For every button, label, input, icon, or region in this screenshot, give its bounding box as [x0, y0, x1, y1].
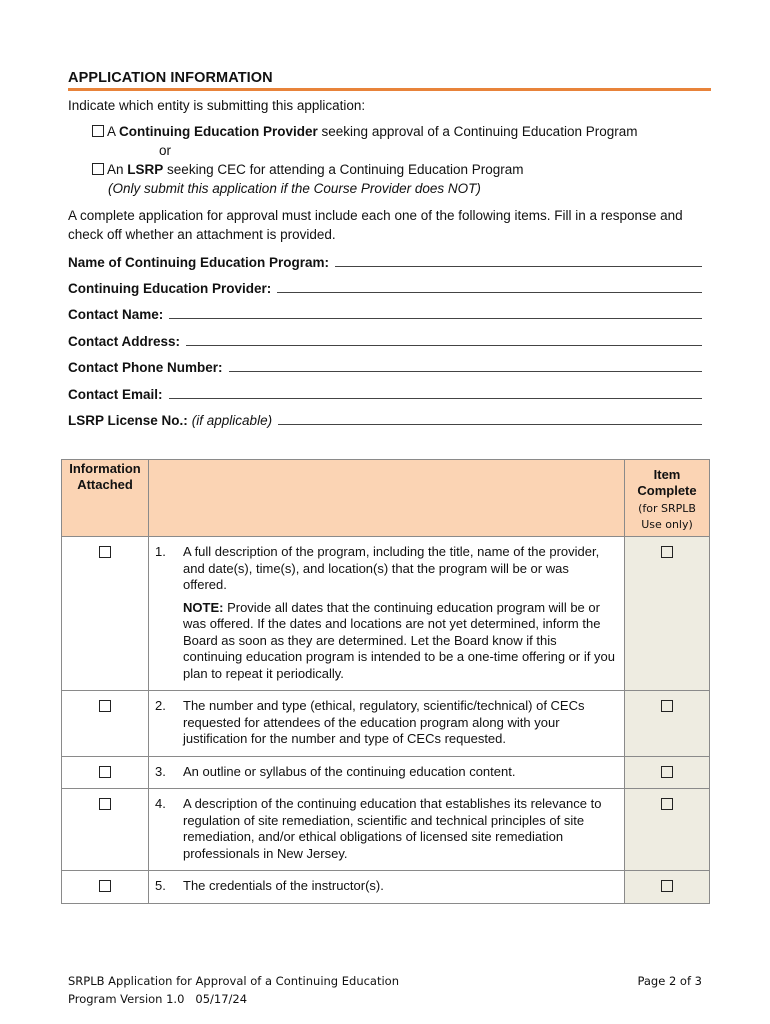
table-row: 1. A full description of the program, including the title, name of the provider, and date(s), time(s), and location(s) that the program will be or was offered. NOTE: Provide all dates that the continuing education program will be or was offered. If the dates and locations are not yet determined, inform the Board as soon as they are determined. Let the Board know if this continuing education program is intended to be a one-time offering or if you plan to repeat it periodically. — [62, 537, 710, 691]
option-provider: A Continuing Education Provider seeking approval of a Continuing Education Program — [92, 123, 637, 141]
item-2-text: The number and type (ethical, regulatory, scientific/technical) of CECs requested for attendees of the education program along with your justification for the number and type of CECs requested. — [183, 698, 585, 746]
table-row: 3. An outline or syllabus of the continuing education content. — [62, 756, 710, 789]
or-text: or — [159, 143, 172, 158]
item-5-text: The credentials of the instructor(s). — [183, 878, 384, 893]
field-contact-email: Contact Email: — [68, 386, 702, 404]
lsrp-note: (Only submit this application if the Course Provider does NOT) — [108, 181, 481, 196]
lsrp-license-input[interactable] — [278, 412, 702, 425]
item-4-text: A description of the continuing education that establishes its relevance to regulation of site remediation, scientific and technical principles of site remediation, and/or ethical obligations of licensed site remediation professionals in New Jersey. — [183, 796, 602, 861]
field-contact-phone: Contact Phone Number: — [68, 359, 702, 377]
provider-checkbox[interactable] — [92, 125, 104, 137]
instructions-line1: A complete application for approval must include each one of the following items. Fill in a response and — [68, 208, 683, 223]
item-4-complete-checkbox[interactable] — [661, 798, 673, 810]
option-lsrp: An LSRP seeking CEC for attending a Continuing Education Program — [92, 161, 524, 179]
section-title: APPLICATION INFORMATION — [68, 70, 711, 91]
item-1-note: NOTE: Provide all dates that the continuing education program will be or was offered. If the dates and locations are not yet determined, inform the Board as soon as they are determined. Let the Board know if this continuing education program is intended to be a one-time offering or if you plan to repeat it periodically. — [183, 599, 615, 681]
contact-address-input[interactable] — [186, 333, 702, 346]
item-1-text: A full description of the program, including the title, name of the provider, and date(s), time(s), and location(s) that the program will be or was offered. — [183, 544, 600, 592]
table-header-row — [62, 460, 710, 537]
item-5-attached-checkbox[interactable] — [99, 880, 111, 892]
field-lsrp-license: LSRP License No.: (if applicable) — [68, 412, 702, 430]
item-5-complete-checkbox[interactable] — [661, 880, 673, 892]
program-name-input[interactable] — [335, 254, 702, 267]
item-3-complete-checkbox[interactable] — [661, 766, 673, 778]
lsrp-checkbox[interactable] — [92, 163, 104, 175]
header-item-complete: Item Complete (for SRPLB Use only) — [625, 460, 710, 537]
provider-input[interactable] — [277, 280, 702, 293]
field-provider: Continuing Education Provider: — [68, 280, 702, 298]
contact-email-input[interactable] — [169, 386, 702, 399]
item-2-complete-checkbox[interactable] — [661, 700, 673, 712]
table-row: 4. A description of the continuing education that establishes its relevance to regulation of site remediation, scientific and technical principles of site remediation, and/or ethical obligations of licensed site remediation professionals in New Jersey. — [62, 789, 710, 871]
table-row: 5. The credentials of the instructor(s). — [62, 871, 710, 904]
table-row: 2. The number and type (ethical, regulatory, scientific/technical) of CECs requested for attendees of the education program along with your justification for the number and type of CECs requested. — [62, 691, 710, 757]
header-description — [149, 460, 625, 537]
contact-name-input[interactable] — [169, 306, 702, 319]
field-contact-name: Contact Name: — [68, 306, 702, 324]
item-3-text: An outline or syllabus of the continuing education content. — [183, 763, 516, 779]
item-2-attached-checkbox[interactable] — [99, 700, 111, 712]
attachments-table — [61, 459, 710, 904]
field-program-name: Name of Continuing Education Program: — [68, 254, 702, 272]
field-contact-address: Contact Address: — [68, 333, 702, 351]
footer-page-number: Page 2 of 3 — [637, 974, 702, 988]
entity-prompt: Indicate which entity is submitting this application: — [68, 98, 366, 113]
item-1-complete-checkbox[interactable] — [661, 546, 673, 558]
instructions-line2: check off whether an attachment is provided. — [68, 227, 336, 242]
contact-phone-input[interactable] — [229, 359, 702, 372]
footer-doc-info: SRPLB Application for Approval of a Continuing Education Program Version 1.0 05/17/24 — [68, 974, 400, 1006]
item-4-attached-checkbox[interactable] — [99, 798, 111, 810]
header-information-attached: Information Attached — [62, 460, 149, 537]
item-3-attached-checkbox[interactable] — [99, 766, 111, 778]
item-1-attached-checkbox[interactable] — [99, 546, 111, 558]
